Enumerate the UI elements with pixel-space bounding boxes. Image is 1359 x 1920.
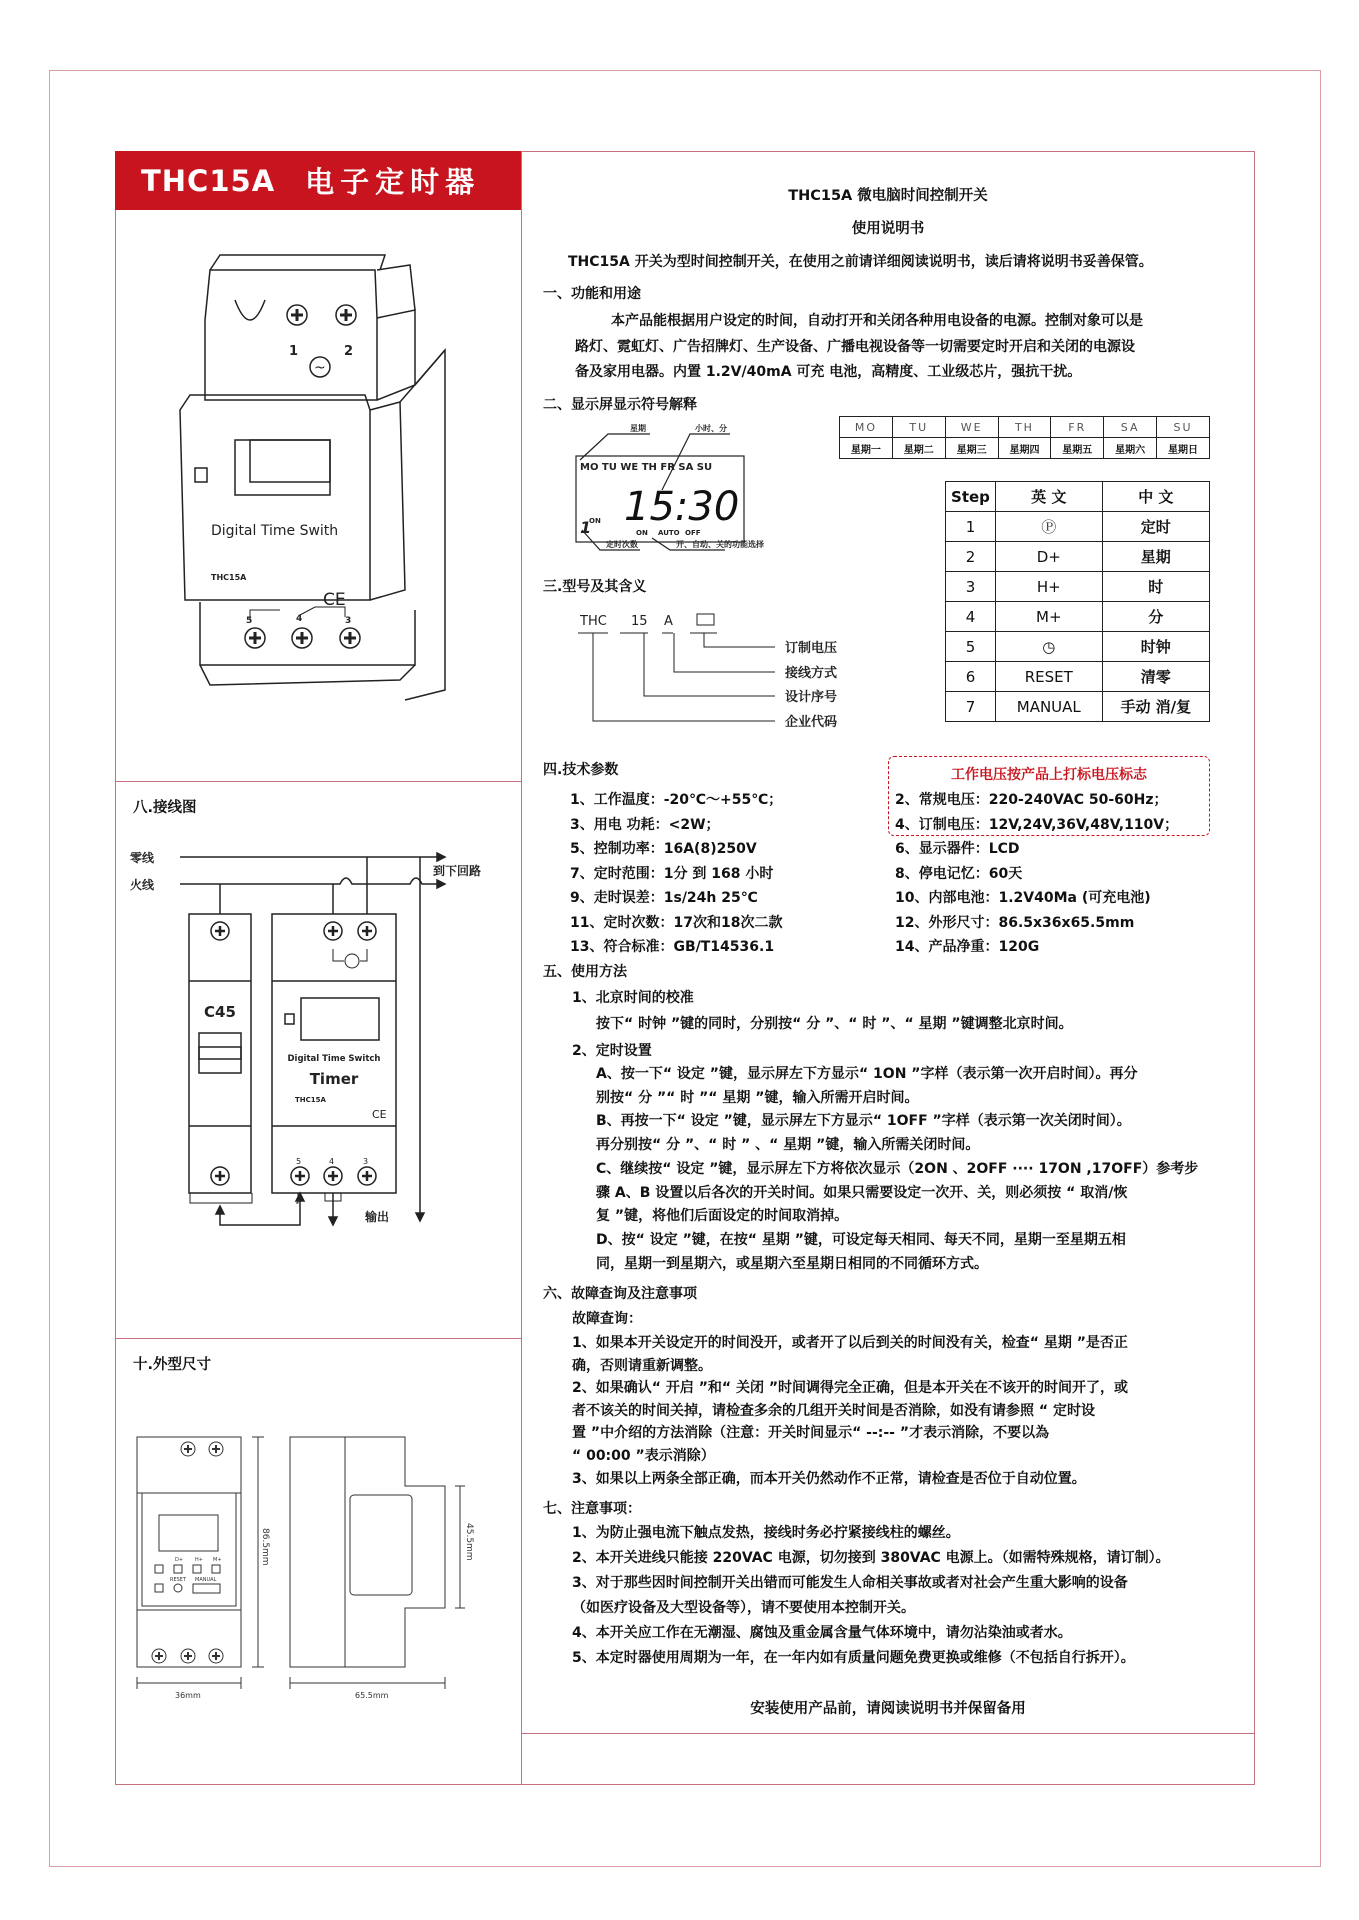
weekday-abbr: WE [945, 417, 998, 438]
timer-brand: Timer [309, 1070, 359, 1088]
model-code-part: THC [580, 614, 607, 629]
weekday-cn: 星期一 [840, 438, 893, 459]
text-line: 骤 A、B 设置以后各次的开关时间。如果只需要设定一次开、关，则必须按 “ 取消/恢 [596, 1184, 1128, 1201]
spec-list-left [570, 788, 782, 960]
callout-hour-min: 小时、分 [695, 424, 727, 433]
callout-count: 定时次数 [606, 540, 638, 549]
weekday-abbr: FR [1051, 417, 1104, 438]
manual-title: THC15A 微电脑时间控制开关 [788, 188, 988, 204]
table-cell: Ⓟ [995, 512, 1102, 542]
product-model: THC15A [141, 163, 276, 198]
spec-item: 1、工作温度：-20℃～+55℃； [570, 792, 783, 808]
text-line: 备及家用电器。内置 1.2V/40mA 可充 电池，高精度、工业级芯片，强抗干扰。 [575, 364, 1082, 380]
button-label: D+ [175, 1557, 184, 1563]
text-line: C、继续按“ 设定 ”键，显示屏左下方将依次显示（2ON 、2OFF ···· 17ON ,17OFF）参考步 [596, 1160, 1199, 1177]
model-code-meaning: 设计序号 [785, 690, 838, 705]
lcd-days: MO TU WE TH FR SA SU [580, 462, 713, 473]
table-row [946, 572, 1210, 602]
table-cell: 3 [946, 572, 996, 602]
text-line: 别按“ 分 ”“ 时 ”“ 星期 ”键，输入所需开启时间。 [596, 1089, 919, 1106]
top-screw-terminals [235, 300, 356, 325]
column-header: Step [946, 482, 996, 512]
weekday-abbr: MO [840, 417, 893, 438]
subheading: 1、北京时间的校准 [572, 990, 694, 1006]
column-header: 英 文 [995, 482, 1102, 512]
spec-item: 8、停电记忆：60天 [895, 865, 1023, 882]
lcd-mode: AUTO [658, 529, 680, 537]
text-line: （如医疗设备及大型设备等），请不要使用本控制开关。 [572, 1600, 915, 1616]
column-header: 中 文 [1102, 482, 1209, 512]
text-line: 同，星期一到星期六，或星期六至星期日相同的不同循环方式。 [596, 1255, 988, 1272]
front-view [137, 1437, 241, 1667]
model-code-part: A [664, 614, 673, 629]
live-label: 火线 [130, 878, 155, 892]
table-cell: 6 [946, 662, 996, 692]
model-code-diagram [570, 605, 870, 740]
footer-note: 安装使用产品前，请阅读说明书并保留备用 [750, 1701, 1026, 1717]
table-cell: 5 [946, 632, 996, 662]
text-line: 2、如果确认“ 开启 ”和“ 关闭 ”时间调得完全正确，但是本开关在不该开的时间开了，或 [572, 1380, 1129, 1397]
text-line: 1、为防止强电流下触点发热，接线时务必拧紧接线柱的螺丝。 [572, 1525, 960, 1541]
width-dimension: 36mm [175, 1691, 201, 1700]
device-model: THC15A [211, 573, 247, 582]
text-line: 本产品能根据用户设定的时间，自动打开和关闭各种用电设备的电源。控制对象可以是 [611, 313, 1143, 329]
weekday-cn: 星期三 [945, 438, 998, 459]
model-code-meaning: 订制电压 [785, 641, 838, 656]
column-divider [521, 151, 522, 1785]
terminal-label: 2 [344, 344, 354, 359]
terminal-label: 3 [363, 1157, 369, 1166]
spec-item: 10、内部电池：1.2V40Ma (可充电池) [895, 890, 1151, 906]
weekday-cn: 星期二 [892, 438, 945, 459]
spec-item: 5、控制功率：16A(8)250V [570, 841, 757, 857]
table-cell: MANUAL [995, 692, 1102, 722]
text-line: 3、对于那些因时间控制开关出错而可能发生人命相关事故或者对社会产生重大影响的设备 [572, 1575, 1128, 1591]
text-line: 3、如果以上两条全部正确，而本开关仍然动作不正常，请检查是否位于自动位置。 [572, 1470, 1086, 1487]
text-line: 再分别按“ 分 ”、“ 时 ” 、“ 星期 ”键，输入所需关闭时间。 [596, 1137, 980, 1154]
timer-model: THC15A [295, 1096, 326, 1104]
spec-item: 11、定时次数：17次和18次二款 [570, 914, 783, 931]
weekday-cn: 星期六 [1104, 438, 1157, 459]
text-line: 2、本开关进线只能接 220VAC 电源，切勿接到 380VAC 电源上。（如需特殊规格，请订制）。 [572, 1550, 1170, 1566]
lcd-symbol-diagram [570, 420, 830, 560]
lcd-mode: OFF [685, 529, 701, 537]
table-cell: 手动 消/复 [1102, 692, 1209, 722]
table-cell: 星期 [1102, 542, 1209, 572]
model-code-meaning: 接线方式 [785, 666, 838, 681]
weekday-cn: 星期五 [1051, 438, 1104, 459]
table-cell: 2 [946, 542, 996, 572]
model-code-part: 15 [631, 614, 648, 629]
spec-item: 14、产品净重：120G [895, 939, 1040, 955]
text-line: 5、本定时器使用周期为一年，在一年内如有质量问题免费更换或维修（不包括自行拆开）。 [572, 1650, 1135, 1666]
text-line: 按下“ 时钟 ”键的同时，分别按“ 分 ”、“ 时 ”、“ 星期 ”键调整北京时间。 [596, 1016, 1073, 1032]
device-illustration [115, 210, 521, 780]
spec-list-right [895, 788, 1178, 960]
weekday-cn: 星期日 [1157, 438, 1210, 459]
text-line: D、按“ 设定 ”键，在按“ 星期 ”键，可设定每天相同、每天不同，星期一至星期五相 [596, 1231, 1126, 1248]
weekday-cn: 星期四 [998, 438, 1051, 459]
text-line: 4、本开关应工作在无潮湿、腐蚀及重金属含量气体环境中，请勿沾染油或者水。 [572, 1625, 1072, 1641]
depth-dimension: 65.5mm [355, 1691, 389, 1700]
callout-week: 星期 [630, 424, 646, 433]
button-label: H+ [195, 1557, 203, 1563]
section-heading: 七、注意事项： [543, 1501, 641, 1517]
spec-item: 2、常规电压：220-240VAC 50-60Hz； [895, 792, 1168, 808]
table-cell: 时 [1102, 572, 1209, 602]
ce-mark: CE [372, 1108, 387, 1121]
table-row [946, 662, 1210, 692]
table-cell: 分 [1102, 602, 1209, 632]
spec-item: 13、符合标准：GB/T14536.1 [570, 939, 775, 955]
table-row [946, 512, 1210, 542]
callout-mode: 开、自动、关的功能选择 [676, 540, 764, 549]
table-cell: RESET [995, 662, 1102, 692]
text-line: 路灯、霓虹灯、广告招牌灯、生产设备、广播电视设备等一切需要定时开启和关闭的电源设 [575, 338, 1135, 355]
text-line: 复 ”键，将他们后面设定的时间取消掉。 [596, 1208, 849, 1225]
rail-dimension: 45.5mm [464, 1523, 474, 1561]
button-label: RESET [170, 1577, 187, 1583]
spec-item: 6、显示器件：LCD [895, 841, 1020, 857]
text-line: “ 00:00 ”表示消除） [572, 1447, 715, 1464]
timer-setting-steps [596, 1063, 1198, 1276]
divider [521, 1733, 1255, 1734]
side-view [290, 1437, 445, 1667]
table-cell: 7 [946, 692, 996, 722]
table-cell: 4 [946, 602, 996, 632]
model-code-meaning: 企业代码 [785, 715, 838, 730]
terminal-label: 3 [345, 616, 352, 626]
lcd-count-on: ON [589, 517, 601, 525]
neutral-label: 零线 [130, 851, 155, 865]
subheading: 2、定时设置 [572, 1043, 652, 1059]
text-line: B、再按一下“ 设定 ”键，显示屏左下方显示“ 1OFF ”字样（表示第一次关闭时间）。 [596, 1113, 1131, 1130]
bottom-screw-terminals [245, 628, 360, 648]
timer-device-label: Digital Time Switch [287, 1054, 381, 1064]
terminal-label: 5 [296, 1157, 302, 1166]
text-line: A、按一下“ 设定 ”键，显示屏左下方显示“ 1ON ”字样（表示第一次开启时间）。再分 [596, 1066, 1138, 1082]
product-name: 电子定时器 [305, 165, 481, 199]
section-heading: 二、显示屏显示符号解释 [543, 397, 697, 413]
manual-subtitle: 使用说明书 [851, 221, 925, 237]
section-heading: 一、功能和用途 [543, 286, 641, 302]
spec-item: 9、走时误差：1s/24h 25℃ [570, 890, 758, 906]
table-cell: M+ [995, 602, 1102, 632]
weekday-abbr: TH [998, 417, 1051, 438]
lcd-time: 15:30 [624, 484, 740, 530]
spec-item: 7、定时范围：1分 到 168 小时 [570, 865, 774, 882]
weekday-abbr: TU [892, 417, 945, 438]
table-cell: 清零 [1102, 662, 1209, 692]
precautions-list [572, 1521, 1170, 1671]
text-line: 确，否则请重新调整。 [572, 1357, 712, 1374]
spec-item: 12、外形尺寸：86.5x36x65.5mm [895, 914, 1135, 931]
button-label: MANUAL [195, 1577, 217, 1583]
section-heading: 三.型号及其含义 [543, 579, 647, 595]
table-cell: 1 [946, 512, 996, 542]
section-body [575, 309, 1143, 386]
spec-item: 3、用电 功耗：<2W； [570, 816, 720, 833]
table-cell: H+ [995, 572, 1102, 602]
section-heading: 四.技术参数 [543, 762, 619, 778]
terminal-label: 4 [329, 1157, 335, 1166]
table-row [946, 602, 1210, 632]
table-cell: 时钟 [1102, 632, 1209, 662]
height-dimension: 86.5mm [260, 1528, 270, 1566]
voltage-note: 工作电压按产品上打标电压标志 [951, 767, 1147, 783]
weekday-abbr: SU [1157, 417, 1210, 438]
button-step-table [945, 481, 1210, 722]
table-row [946, 692, 1210, 722]
spec-item: 4、订制电压：12V,24V,36V,48V,110V； [895, 816, 1179, 833]
table-row [946, 542, 1210, 572]
next-circuit-label: 到下回路 [433, 864, 482, 878]
terminal-label: 1 [289, 344, 299, 359]
section-heading: 五、使用方法 [543, 964, 627, 980]
text-line: 者不该关的时间关掉，请检查多余的几组开关时间是否消除，如没有请参照 “ 定时设 [572, 1402, 1095, 1419]
breaker-label: C45 [204, 1003, 236, 1021]
product-title-banner [115, 151, 521, 210]
lcd-count: 1 [580, 518, 592, 537]
device-label: Digital Time Swith [211, 523, 339, 539]
wiring-title: 八.接线图 [133, 800, 197, 816]
lcd-mode: ON [636, 529, 648, 537]
table-header-row [946, 482, 1210, 512]
table-row [946, 632, 1210, 662]
button-label: M+ [213, 1557, 222, 1563]
table-cell: D+ [995, 542, 1102, 572]
subheading: 故障查询： [572, 1311, 642, 1327]
weekday-table [839, 416, 1210, 459]
text-line: 置 ”中介绍的方法消除（注意：开关时间显示“ --:-- ”才表示消除，不要以為 [572, 1425, 1050, 1442]
ce-mark: CE [323, 590, 346, 610]
wiring-diagram [115, 781, 521, 1338]
terminal-label: 5 [246, 616, 253, 626]
intro-text: THC15A 开关为型时间控制开关，在使用之前请详细阅读说明书，读后请将说明书妥善保管。 [568, 254, 1153, 270]
output-label: 输出 [365, 1210, 390, 1224]
table-cell: ◷ [995, 632, 1102, 662]
ac-symbol: ~ [314, 360, 326, 376]
weekday-abbr: SA [1104, 417, 1157, 438]
dimension-drawing [115, 1338, 521, 1785]
terminal-label: 4 [296, 614, 303, 624]
troubleshooting-list [572, 1332, 1128, 1490]
section-heading: 六、故障查询及注意事项 [543, 1286, 697, 1302]
text-line: 1、如果本开关设定开的时间没开，或者开了以后到关的时间没有关，检查“ 星期 ”是否正 [572, 1335, 1128, 1351]
table-cell: 定时 [1102, 512, 1209, 542]
dimensions-title: 十.外型尺寸 [133, 1357, 212, 1373]
